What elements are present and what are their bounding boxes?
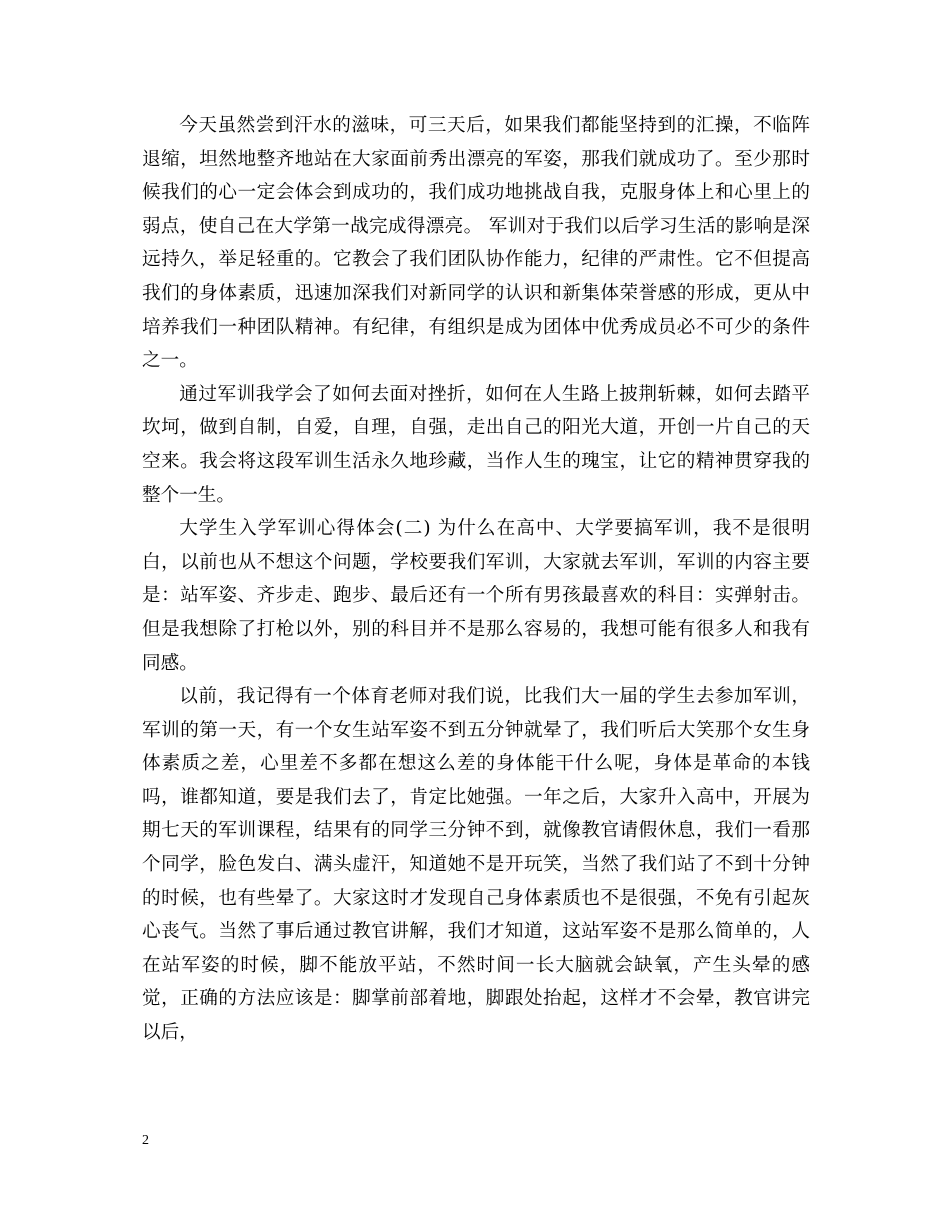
paragraph-3: 大学生入学军训心得体会(二) 为什么在高中、大学要搞军训，我不是很明白，以前也从不想这个问题，学校要我们军训，大家就去军训，军训的内容主要是：站军姿、齐步走、跑步、最后还有一个所有男孩最喜欢的科目：实弹射击。但是我想除了打枪以外，别的科目并不是那么容易的，我想可能有很多人和我有同感。: [142, 518, 810, 674]
paragraph-2: 通过军训我学会了如何去面对挫折，如何在人生路上披荆斩棘，如何去踏平坎坷，做到自制，自爱，自理，自强，走出自己的阳光大道，开创一片自己的天空来。我会将这段军训生活永久地珍藏，当作人生的瑰宝，让它的精神贯穿我的整个一生。: [142, 383, 810, 506]
paragraph-1: 今天虽然尝到汗水的滋味，可三天后，如果我们都能坚持到的汇操，不临阵退缩，坦然地整齐地站在大家面前秀出漂亮的军姿，那我们就成功了。至少那时候我们的心一定会体会到成功的，我们成功地挑战自我，克服身体上和心里上的弱点，使自己在大学第一战完成得漂亮。 军训对于我们以后学习生活的影响是深远持久，举足轻重的。它教会了我们团队协作能力，纪律的严肃性。它不但提高我们的身体素质，迅速加深我们对新同学的认识和新集体荣誉感的形成，更从中培养我们一种团队精神。有纪律，有组织是成为团体中优秀成员必不可少的条件之一。: [142, 115, 810, 372]
paragraph-4: 以前，我记得有一个体育老师对我们说，比我们大一届的学生去参加军训，军训的第一天，有一个女生站军姿不到五分钟就晕了，我们听后大笑那个女生身体素质之差，心里差不多都在想这么差的身体能干什么呢，身体是革命的本钱吗，谁都知道，要是我们去了，肯定比她强。一年之后，大家升入高中，开展为期七天的军训课程，结果有的同学三分钟不到，就像教官请假休息，我们一看那个同学，脸色发白、满头虚汗，知道她不是开玩笑，当然了我们站了不到十分钟的时候，也有些晕了。大家这时才发现自己身体素质也不是很强，不免有引起灰心丧气。当然了事后通过教官讲解，我们才知道，这站军姿不是那么简单的，人在站军姿的时候，脚不能放平站，不然时间一长大脑就会缺氧，产生头晕的感觉，正确的方法应该是：脚掌前部着地，脚跟处抬起，这样才不会晕，教官讲完以后，: [142, 686, 810, 1044]
page-number: 2: [142, 1133, 149, 1148]
document-body: [142, 109, 810, 1050]
